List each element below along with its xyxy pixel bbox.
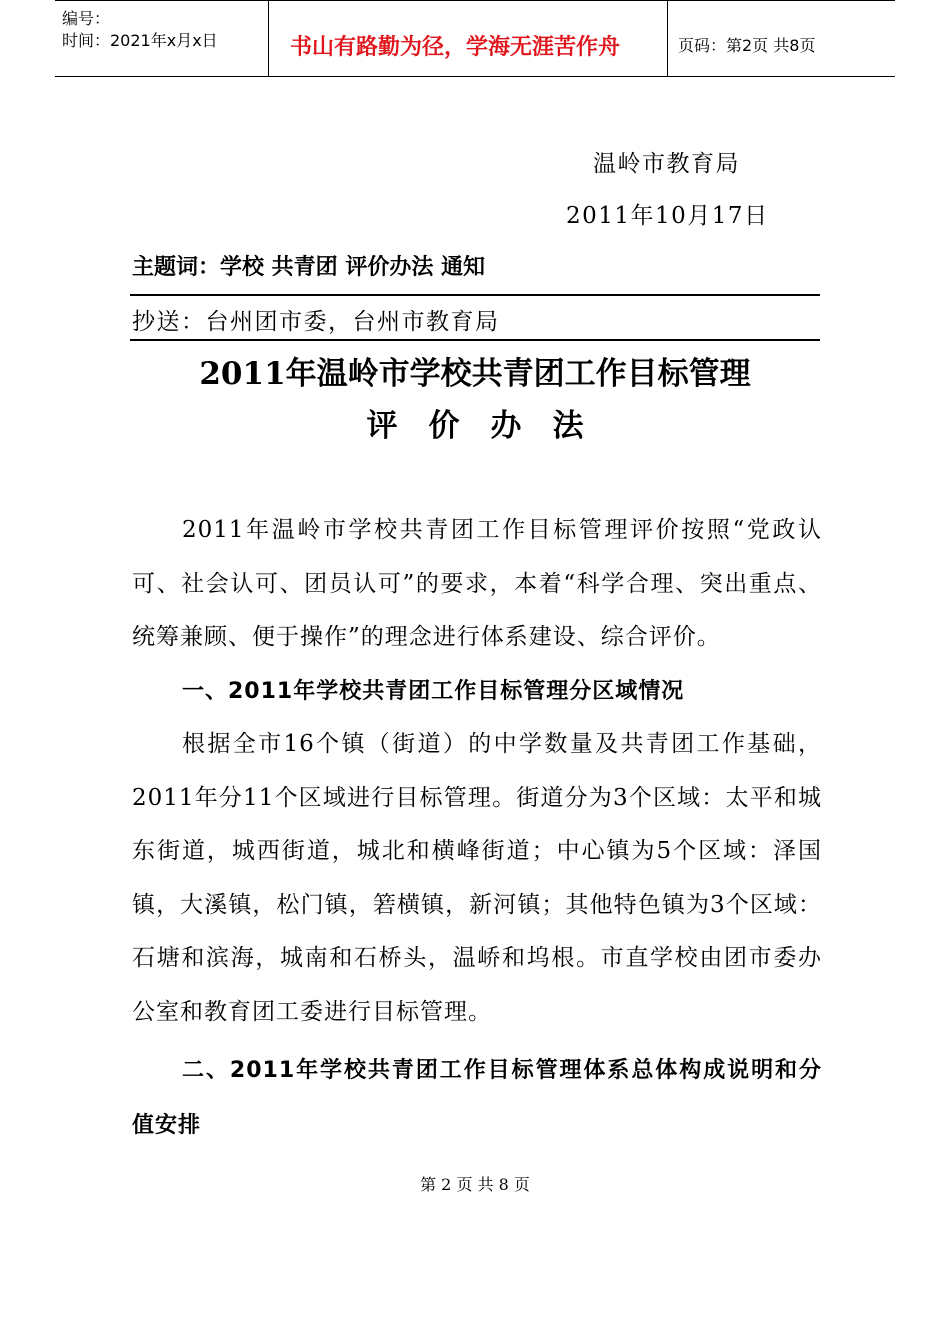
header-page-label: 页码：第2页 共8页 <box>678 36 816 55</box>
signature-org: 温岭市教育局 <box>593 151 740 177</box>
keywords-line: 主题词：学校 共青团 评价办法 通知 <box>132 255 485 280</box>
cc-line: 抄送：台州团市委，台州市教育局 <box>132 309 500 335</box>
page-footer: 第 2 页 共 8 页 <box>420 1175 530 1194</box>
header-top-border <box>55 0 895 1</box>
signature-date: 2011年10月17日 <box>566 203 769 229</box>
section1-heading: 一、2011年学校共青团工作目标管理分区域情况 <box>182 678 685 704</box>
keywords-rule <box>130 294 820 296</box>
header-time-label: 时间：2021年x月x日 <box>62 31 218 50</box>
cc-rule <box>130 339 820 341</box>
section1-paragraph: 根据全市16个镇（街道）的中学数量及共青团工作基础，2011年分11个区域进行目标管理。街道分为3个区域：太平和城东街道，城西街道，城北和横峰街道；中心镇为5个区域：泽国镇，大溪镇，松门镇，箬横镇，新河镇；其他特色镇为3个区域：石塘和滨海，城南和石桥头，温峤和坞根。市直学校由团市委办公室和教育团工委进行目标管理。 <box>132 731 822 1025</box>
header-serial-label: 编号： <box>62 9 111 28</box>
header-divider-right <box>667 0 668 76</box>
header-bottom-border <box>55 76 895 77</box>
section2-heading: 二、2011年学校共青团工作目标管理体系总体构成说明和分值安排 <box>132 1058 822 1138</box>
document-title-line1: 2011年温岭市学校共青团工作目标管理 <box>199 356 751 392</box>
header-motto: 书山有路勤为径，学海无涯苦作舟 <box>290 35 621 60</box>
document-title-line2: 评 价 办 法 <box>366 408 584 444</box>
intro-paragraph: 2011年温岭市学校共青团工作目标管理评价按照“党政认可、社会认可、团员认可”的要求，本着“科学合理、突出重点、统筹兼顾、便于操作”的理念进行体系建设、综合评价。 <box>132 517 822 650</box>
body-content <box>132 504 822 1153</box>
header-divider-left <box>268 0 269 76</box>
